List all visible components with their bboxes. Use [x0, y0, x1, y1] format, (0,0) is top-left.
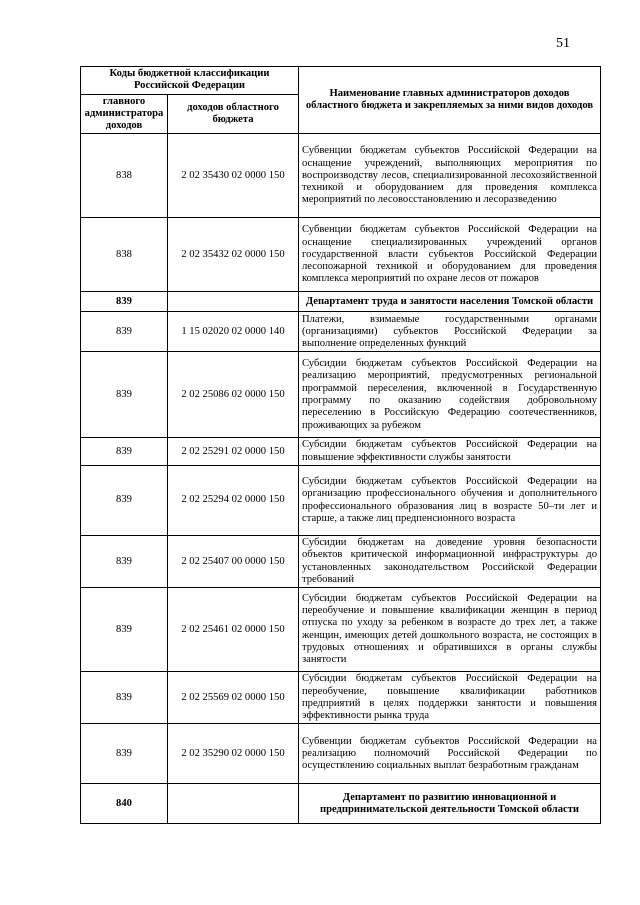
income-name-cell: Субсидии бюджетам субъектов Российской Федерации на переобучение и повышение квалификации женщин в период отпуска по уходу за ребенком в возрасте до трех лет, а также женщин, имеющих детей дошкольного возраста, не состоящих в трудовых отношениях и обратившихся в органы службы занятости — [299, 588, 601, 672]
table-row — [81, 466, 601, 536]
income-name-cell: Департамент по развитию инновационной и предпринимательской деятельности Томской области — [299, 784, 601, 824]
income-name-cell: Субвенции бюджетам субъектов Российской Федерации на оснащение специализированных учреждений органов государственной власти субъектов Российской Федерации лесопожарной техникой и оборудованием для проведения комплекса мероприятий по охране лесов от пожаров — [299, 218, 601, 292]
admin-code-cell: 839 — [81, 672, 168, 724]
income-code-cell: 2 02 35430 02 0000 150 — [168, 134, 299, 218]
income-code-cell: 2 02 35432 02 0000 150 — [168, 218, 299, 292]
admin-code-cell: 839 — [81, 588, 168, 672]
income-name-cell: Субсидии бюджетам субъектов Российской Федерации на реализацию мероприятий, предусмотренных региональной программой переселения, включенной в Государственную программу по оказанию содействия добровольному переселению в Российскую Федерацию соотечественников, проживающих за рубежом — [299, 352, 601, 438]
table-row — [81, 218, 601, 292]
income-code-cell — [168, 784, 299, 824]
table-row — [81, 536, 601, 588]
table-row — [81, 724, 601, 784]
table-row — [81, 438, 601, 466]
table-row — [81, 134, 601, 218]
table-row — [81, 312, 601, 352]
income-name-cell: Платежи, взимаемые государственными органами (организациями) субъектов Российской Федерации за выполнение определенных функций — [299, 312, 601, 352]
admin-code-cell: 839 — [81, 312, 168, 352]
income-name-cell: Субсидии бюджетам субъектов Российской Федерации на повышение эффективности службы занятости — [299, 438, 601, 466]
income-code-cell — [168, 292, 299, 312]
income-name-cell: Департамент труда и занятости населения Томской области — [299, 292, 601, 312]
admin-code-cell: 839 — [81, 536, 168, 588]
admin-code-cell: 840 — [81, 784, 168, 824]
income-code-cell: 2 02 25294 02 0000 150 — [168, 466, 299, 536]
admin-code-cell: 839 — [81, 724, 168, 784]
income-code-cell: 1 15 02020 02 0000 140 — [168, 312, 299, 352]
income-name-cell: Субвенции бюджетам субъектов Российской Федерации на реализацию полномочий Российской Федерации по осуществлению социальных выплат безработным гражданам — [299, 724, 601, 784]
table-body — [81, 134, 601, 824]
admin-code-cell: 838 — [81, 134, 168, 218]
admin-code-cell: 838 — [81, 218, 168, 292]
page-number: 51 — [556, 36, 570, 51]
income-name-cell: Субсидии бюджетам субъектов Российской Федерации на переобучение, повышение квалификации работников предприятий в целях поддержки занятости и повышения эффективности рынка труда — [299, 672, 601, 724]
department-row — [81, 784, 601, 824]
income-column-header: доходов областного бюджета — [168, 94, 299, 134]
income-code-cell: 2 02 25291 02 0000 150 — [168, 438, 299, 466]
income-code-cell: 2 02 25569 02 0000 150 — [168, 672, 299, 724]
income-code-cell: 2 02 35290 02 0000 150 — [168, 724, 299, 784]
admin-code-cell: 839 — [81, 466, 168, 536]
income-name-cell: Субсидии бюджетам на доведение уровня безопасности объектов критической информационной инфраструктуры до установленных законодательством Российской Федерации требований — [299, 536, 601, 588]
admin-code-cell: 839 — [81, 292, 168, 312]
codes-group-header: Коды бюджетной классификации Российской Федерации — [81, 67, 299, 95]
name-column-header: Наименование главных администраторов доходов областного бюджета и закрепляемых за ними видов доходов — [299, 67, 601, 134]
income-name-cell: Субсидии бюджетам субъектов Российской Федерации на организацию профессионального обучения и дополнительного профессионального образования лиц в возрасте 50–ти лет и старше, а также лиц предпенсионного возраста — [299, 466, 601, 536]
admin-column-header: главного администратора доходов — [81, 94, 168, 134]
department-row — [81, 292, 601, 312]
table-header-row — [81, 67, 601, 95]
income-code-cell: 2 02 25461 02 0000 150 — [168, 588, 299, 672]
income-code-cell: 2 02 25407 00 0000 150 — [168, 536, 299, 588]
admin-code-cell: 839 — [81, 438, 168, 466]
budget-codes-table — [80, 66, 601, 824]
table-row — [81, 672, 601, 724]
table-row — [81, 588, 601, 672]
admin-code-cell: 839 — [81, 352, 168, 438]
income-name-cell: Субвенции бюджетам субъектов Российской Федерации на оснащение учреждений, выполняющих мероприятия по воспроизводству лесов, специализированной лесохозяйственной техникой и оборудованием для проведения комплекса мероприятий по лесовосстановлению и лесоразведению — [299, 134, 601, 218]
table-row — [81, 352, 601, 438]
income-code-cell: 2 02 25086 02 0000 150 — [168, 352, 299, 438]
